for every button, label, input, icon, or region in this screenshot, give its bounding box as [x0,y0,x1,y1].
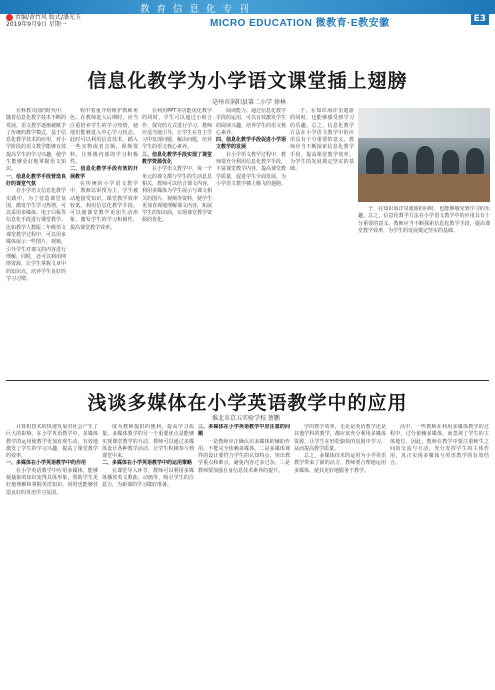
classroom-photo [358,108,490,202]
paragraph: 总之，多媒体技术的运用为小学英语教学带来了新的活力，教师要合理地运用多媒体，使其更好地服务于教学。 [294,453,386,474]
brand-cn: 微教育·E教安徽 [315,18,390,29]
subheading: 三、信息化教学手段实现了课堂教学资源优化 [142,151,212,166]
paragraph: 在传统的小学语文教学中，教师以讲授为主，学生被动地接受知识，课堂教学效率较低。利用信息化教学手段，可以使课堂教学更加生动形象，激发学生的学习积极性，提高课堂教学效率。 [70,180,138,231]
paragraph: 子，在知识海洋里遨游的同时，也能够感受到学习的乐趣。总之，信息化教学方法在小学语文教学中的应用具有十分重要的意义，教师应当不断探索信息化教学手段，提高课堂教学效率，为学生的发展奠定坚实的基础。 [358,206,490,234]
brand [210,14,390,29]
editor-line: 责编/黄竹风 版式/潘光玉 [15,14,81,21]
page-header [0,0,495,29]
article2-column-3 [198,424,290,686]
brand-en: MICRO EDUCATION [210,18,313,29]
article1-column-4 [216,108,286,376]
subheading: 四、信息化教学手段促进小学语文教学的发展 [216,137,286,151]
article2-column-2 [102,424,194,686]
paragraph: 在小学语文信息化教学实践中，为了营造课堂氛围，激发学生学习热情，可以采用多媒体、电子白板等信息化手段进行课堂教学。比如教学人教版二年级语文课堂教学过程中，可以用多媒体展示一些图片、视频，引导学生对课文的内容进行理解。同时，还可以利用网络资源，让学生掌握文章中的知识点，培养学生良好的学习习惯。 [6,188,66,282]
paragraph: 在课堂导入环节，教师可以利用多媒体播放英文歌曲、动画等，吸引学生的注意力，为新课的学习做好准备。 [102,467,194,489]
subheading: 一、多媒体在小学英语教学中的作用 [6,460,87,467]
paragraph: 程中着重介绍维护教师角色。在教师进入后期时，应当注重培养学生的学习热情，使他们能够进入中心学习状态。此时可以利用信息技术，插入一些实物或者音频、视频资料，让班级内部的学习积极性。 [70,108,138,166]
date-line: 2019年9月9日 星期一 [6,21,67,28]
newspaper-logo-icon [6,14,13,21]
subheading: 一、信息化教学手段营造良好的课堂气氛 [6,173,66,187]
paragraph: 在小学英语教学中应用多媒体，能够使抽象的知识变得具体形象，帮助学生更好地理解和掌握英语知识，同时也能够营造良好的英语学习氛围。 [6,467,98,496]
subheading: 二、信息化教学手段有效的开展教学 [70,166,138,180]
paragraph: 度为教师提供的便利，提高学习质量。多媒体教学的另一个重要优点是能够实现课堂教学的互动，教师可以通过多媒体设计各种教学活动，让学生积极参与到课堂中来。 [102,424,194,460]
paragraph: 计算机技术的快速发展对社会产生了巨大的影响，在小学英语教学中，多媒体教学的运用使教学更加直观生动，有效地激发了学生的学习兴趣，提高了课堂教学的效率。 [6,424,98,460]
article1-column-3 [142,108,212,376]
paragraph: 阅读能力。通过信息化教学手段的运用，可以有效激发学生的阅读兴趣，培养学生的语文核心素养。 [216,108,286,136]
paragraph: 在小学语文教学过程中，教师要充分利用信息化教学手段，丰富课堂教学内容，提高课堂教学质量，促进学生全面发展，为小学语文教学插上腾飞的翅膀。 [216,151,286,187]
page-number: E3 [471,14,489,25]
article1-column-6 [358,206,490,376]
article1-column-1 [6,108,66,376]
paragraph: 子，在知识海洋里遨游的同时，也能够感受到学习的乐趣。总之，信息化教学方法在小学语文教学中的应用具有十分重要的意义，教师应当不断探索信息化教学手段，提高课堂教学效率，为学生的发展奠定坚实的基础。 [290,108,354,173]
paragraph: 在利用PPT等功能优化教学的同时，学生可以通过小组合作、探究的方式进行学习，教师应适当地引导，让学生在自主学习中发现问题、解决问题，培养学生的语文核心素养。 [142,108,212,151]
article2-column-4 [294,424,386,686]
article1-byline: 亳州市涡阳县第二小学 徐林 [212,99,286,106]
article2-title: 浅谈多媒体在小学英语教学中的应用 [87,392,408,414]
subheading: 三、多媒体在小学英语教学中应注意的问题 [198,424,290,438]
issue-meta [6,14,81,28]
article2-byline: 淮北市京五实验学校 蔡鹏 [212,415,280,422]
subheading: 二、多媒体在小学英语教学中的运用策略 [102,460,193,467]
paragraph: 活中，一些教师在利用多媒体教学的过程中，过分依赖多媒体，而忽视了学生的主体地位。因此，教师在教学中要注重师生之间的交流与互动，充分发挥学生的主体作用，真正实现多媒体与英语教学的有效结合。 [390,424,489,467]
article1-title: 信息化教学为小学语文课堂插上翅膀 [87,70,408,92]
article1-column-5 [290,108,354,376]
section-title: 教育信息化专刊 [140,4,256,15]
article-divider [6,380,489,381]
paragraph: 学的教学效率，无论是英语教学还是其他学科的教学，都应该充分利用多媒体资源，让学生在轻松愉快的氛围中学习，从而提高教学质量。 [294,424,386,452]
paragraph: 在小学语文教学中，每一个单元的课文都与学生的生活息息相关，教师可以结合课文内容，利用多媒体为学生展示与课文相关的图片、视频等资料，使学生更加直观地理解课文内容，拓展学生的知识面，实现课堂教学资源的优化。 [142,166,212,224]
article2-column-1 [6,424,98,686]
paragraph: 一是教师应正确认识多媒体的辅助作用，不能完全依赖多媒体。二是多媒体课件的设计要符合学生的认知特点，突出教学重点和难点，避免内容过多过杂。三是教师要加强自身信息技术素养的提升。 [198,438,290,474]
article1-column-2 [70,108,138,376]
article2-column-5 [390,424,489,686]
paragraph: 在科教兴国的时代中，随着信息化教学技术不断的发展，语文教学逐渐被赋予了传统的教学模式，基于信息化教学技术的应用，对小学阶段的语文教学能够有效提高学生的学习兴趣，使学生能够更好地掌握语文知识。 [6,108,66,173]
